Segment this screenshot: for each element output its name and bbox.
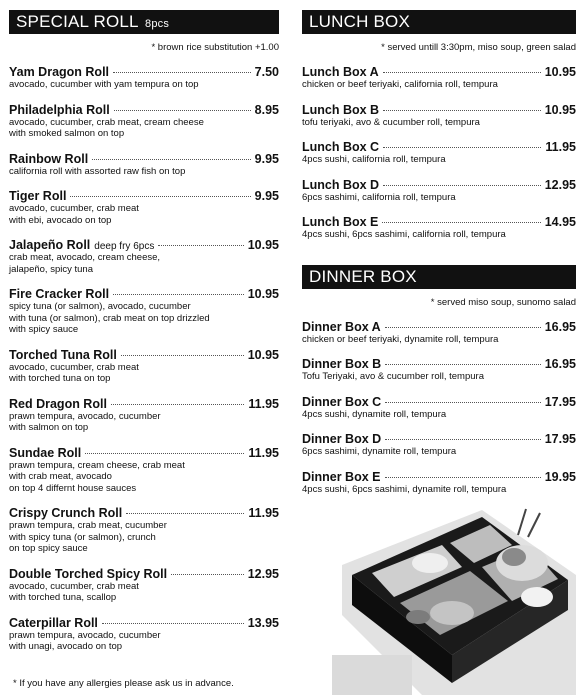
dinner-box-title: DINNER BOX bbox=[309, 266, 417, 286]
menu-item-description: with torched tuna on top bbox=[9, 373, 111, 384]
menu-item-fire-cracker-roll bbox=[9, 287, 279, 336]
menu-item-name: Fire Cracker Roll bbox=[9, 287, 110, 301]
menu-item-name: Jalapeño Roll bbox=[9, 238, 91, 252]
menu-item-description: california roll with assorted raw fish on top bbox=[9, 165, 186, 177]
menu-item-description: with salmon on top bbox=[9, 422, 89, 433]
menu-item-row bbox=[9, 152, 279, 166]
dot-leader bbox=[70, 196, 250, 197]
menu-item-lunch-box-a bbox=[302, 65, 576, 91]
dinner-box-note: * served miso soup, sunomo salad bbox=[430, 296, 576, 308]
menu-item-dinner-box-e bbox=[302, 470, 576, 496]
menu-item-description: prawn tempura, avocado, cucumber bbox=[9, 410, 161, 422]
dot-leader bbox=[383, 147, 541, 148]
menu-item-description: 4pcs sushi, 6pcs sashimi, dynamite roll, tempura bbox=[302, 483, 507, 495]
menu-item-price: 10.95 bbox=[544, 102, 576, 117]
dot-leader bbox=[111, 404, 244, 405]
menu-item-name: Philadelphia Roll bbox=[9, 102, 110, 117]
dot-leader bbox=[385, 477, 541, 478]
menu-item-row bbox=[302, 103, 576, 117]
menu-item-double-torched-spicy-roll bbox=[9, 567, 279, 604]
menu-item-dinner-box-c bbox=[302, 395, 576, 421]
special-roll-list bbox=[9, 65, 279, 653]
menu-item-price: 9.95 bbox=[254, 151, 279, 166]
dot-leader bbox=[383, 72, 541, 73]
menu-item-row bbox=[302, 178, 576, 192]
menu-item-row bbox=[302, 357, 576, 371]
menu-item-description: jalapeño, spicy tuna bbox=[9, 263, 93, 275]
menu-item-description: with tuna (or salmon), crab meat on top drizzled bbox=[9, 312, 210, 324]
dot-leader bbox=[85, 453, 244, 454]
dot-leader bbox=[383, 110, 541, 111]
dot-leader bbox=[385, 402, 541, 403]
menu-item-row bbox=[9, 506, 279, 520]
menu-item-price: 7.50 bbox=[254, 65, 279, 79]
menu-item-price: 11.95 bbox=[248, 506, 279, 520]
menu-item-name: Dinner Box B bbox=[302, 357, 382, 371]
menu-item-description: prawn tempura, avocado, cucumber bbox=[9, 629, 161, 641]
menu-item-crispy-crunch-roll bbox=[9, 506, 279, 555]
menu-item-row bbox=[302, 432, 576, 446]
menu-item-row bbox=[9, 65, 279, 79]
menu-item-description: chicken or beef teriyaki, dynamite roll, tempura bbox=[302, 333, 499, 345]
lunch-box-header bbox=[302, 10, 576, 34]
dinner-box-list bbox=[302, 320, 576, 496]
menu-item-caterpillar-roll bbox=[9, 616, 279, 653]
menu-item-row bbox=[9, 287, 279, 301]
lunch-box-title: LUNCH BOX bbox=[309, 12, 410, 31]
menu-item-row bbox=[302, 65, 576, 79]
menu-item-price: 10.95 bbox=[247, 287, 279, 301]
menu-item-description: on top 4 differnt house sauces bbox=[9, 482, 137, 494]
menu-item-price: 11.95 bbox=[248, 445, 279, 460]
menu-item-name: Tiger Roll bbox=[9, 189, 67, 203]
menu-item-price: 17.95 bbox=[544, 394, 576, 409]
dot-leader bbox=[385, 327, 541, 328]
menu-item-name: Dinner Box E bbox=[302, 469, 381, 484]
menu-item-description: avocado, cucumber, crab meat bbox=[9, 203, 139, 214]
menu-item-name: Torched Tuna Roll bbox=[9, 347, 117, 362]
menu-item-description: avocado, cucumber, crab meat bbox=[9, 580, 139, 592]
menu-item-dinner-box-d bbox=[302, 432, 576, 458]
menu-item-price: 9.95 bbox=[254, 189, 279, 203]
menu-item-name: Dinner Box D bbox=[302, 432, 382, 446]
menu-item-name: Dinner Box A bbox=[302, 319, 381, 334]
menu-item-description: 6pcs sashimi, dynamite roll, tempura bbox=[302, 446, 457, 457]
menu-item-lunch-box-d bbox=[302, 178, 576, 204]
menu-item-price: 19.95 bbox=[544, 469, 576, 484]
menu-item-description: with smoked salmon on top bbox=[9, 128, 125, 139]
allergy-footnote: * If you have any allergies please ask us in advance. bbox=[13, 678, 234, 689]
menu-item-red-dragon-roll bbox=[9, 397, 279, 434]
menu-item-price: 14.95 bbox=[544, 215, 576, 229]
menu-item-name: Rainbow Roll bbox=[9, 151, 89, 166]
menu-item-price: 12.95 bbox=[544, 177, 576, 192]
menu-item-dinner-box-a bbox=[302, 320, 576, 346]
menu-item-description: chicken or beef teriyaki, california roll, tempura bbox=[302, 79, 498, 90]
menu-item-name: Crispy Crunch Roll bbox=[9, 506, 123, 520]
menu-item-lunch-box-e bbox=[302, 215, 576, 241]
box-sections bbox=[302, 10, 576, 495]
menu-item-rainbow-roll bbox=[9, 152, 279, 178]
lunch-box-list bbox=[302, 65, 576, 241]
menu-item-row bbox=[9, 397, 279, 411]
menu-item-description: 4pcs sushi, california roll, tempura bbox=[302, 154, 446, 165]
menu-item-name: Double Torched Spicy Roll bbox=[9, 566, 168, 581]
menu-item-row bbox=[9, 616, 279, 630]
menu-item-price: 11.95 bbox=[248, 396, 279, 411]
menu-item-row bbox=[302, 320, 576, 334]
dot-leader bbox=[113, 72, 251, 73]
dot-leader bbox=[158, 245, 243, 246]
menu-item-row bbox=[9, 238, 279, 252]
menu-item-description: 6pcs sashimi, california roll, tempura bbox=[302, 191, 456, 203]
dot-leader bbox=[113, 294, 244, 295]
menu-item-row bbox=[9, 567, 279, 581]
menu-item-description: crab meat, avocado, cream cheese, bbox=[9, 252, 161, 263]
menu-item-name: Lunch Box D bbox=[302, 177, 380, 192]
menu-item-tiger-roll bbox=[9, 189, 279, 226]
menu-item-price: 8.95 bbox=[254, 102, 279, 117]
menu-item-sundae-roll bbox=[9, 446, 279, 495]
menu-item-description: avocado, cucumber, crab meat bbox=[9, 361, 139, 373]
menu-item-jalape-o-roll bbox=[9, 238, 279, 275]
bento-box-photo-icon bbox=[332, 505, 576, 695]
special-roll-title-small: 8pcs bbox=[145, 18, 170, 30]
dot-leader bbox=[92, 159, 250, 160]
dot-leader bbox=[385, 439, 541, 440]
special-roll-title: SPECIAL ROLL bbox=[16, 12, 139, 31]
menu-item-description: with ebi, avocado on top bbox=[9, 214, 112, 226]
menu-item-price: 17.95 bbox=[544, 432, 576, 446]
menu-item-description: with spicy sauce bbox=[9, 324, 79, 335]
menu-item-name: Red Dragon Roll bbox=[9, 396, 107, 411]
menu-item-name: Lunch Box C bbox=[302, 140, 380, 154]
menu-item-price: 12.95 bbox=[247, 566, 279, 581]
dot-leader bbox=[102, 623, 244, 624]
dinner-box-section bbox=[302, 265, 576, 496]
menu-item-lunch-box-c bbox=[302, 140, 576, 166]
menu-item-description: with spicy tuna (or salmon), crunch bbox=[9, 531, 156, 543]
menu-item-name: Caterpillar Roll bbox=[9, 615, 98, 630]
dot-leader bbox=[385, 364, 541, 365]
menu-item-dinner-box-b bbox=[302, 357, 576, 383]
menu-item-description: Tofu Teriyaki, avo & cucumber roll, tempura bbox=[302, 371, 484, 382]
menu-item-description: on top spicy sauce bbox=[9, 543, 88, 554]
dot-leader bbox=[383, 185, 541, 186]
menu-item-description: with unagi, avocado on top bbox=[9, 641, 123, 652]
menu-item-description: 4pcs sushi, 6pcs sashimi, california roll, tempura bbox=[302, 229, 506, 240]
menu-item-row bbox=[9, 348, 279, 362]
menu-item-philadelphia-roll bbox=[9, 103, 279, 140]
menu-item-description: 4pcs sushi, dynamite roll, tempura bbox=[302, 408, 447, 420]
menu-item-description: with crab meat, avocado bbox=[9, 471, 112, 482]
menu-item-torched-tuna-roll bbox=[9, 348, 279, 385]
special-roll-section bbox=[9, 10, 279, 653]
dot-leader bbox=[121, 355, 244, 356]
lunch-box-section bbox=[302, 10, 576, 241]
menu-item-description: prawn tempura, cream cheese, crab meat bbox=[9, 459, 185, 471]
menu-item-yam-dragon-roll bbox=[9, 65, 279, 91]
menu-item-name: Yam Dragon Roll bbox=[9, 65, 110, 79]
menu-item-description: spicy tuna (or salmon), avocado, cucumber bbox=[9, 301, 191, 312]
menu-item-description: avocado, cucumber with yam tempura on top bbox=[9, 79, 199, 90]
menu-item-price: 10.95 bbox=[544, 65, 576, 79]
special-roll-note: * brown rice substitution +1.00 bbox=[151, 42, 279, 53]
lunch-box-note: * served untill 3:30pm, miso soup, green salad bbox=[381, 42, 576, 53]
menu-item-row bbox=[9, 446, 279, 460]
menu-item-description: avocado, cucumber, crab meat, cream cheese bbox=[9, 116, 204, 128]
menu-item-price: 16.95 bbox=[544, 357, 576, 371]
menu-item-price: 10.95 bbox=[247, 238, 279, 252]
menu-item-description: tofu teriyaki, avo & cucumber roll, tempura bbox=[302, 116, 480, 128]
dot-leader bbox=[114, 110, 251, 111]
menu-item-name: Lunch Box B bbox=[302, 102, 380, 117]
menu-item-price: 16.95 bbox=[544, 319, 576, 334]
menu-item-description: prawn tempura, crab meat, cucumber bbox=[9, 520, 167, 531]
menu-item-row bbox=[302, 215, 576, 229]
menu-item-name-note: deep fry 6pcs bbox=[94, 241, 155, 252]
dot-leader bbox=[126, 513, 244, 514]
menu-item-name: Sundae Roll bbox=[9, 445, 82, 460]
dot-leader bbox=[171, 574, 244, 575]
menu-item-lunch-box-b bbox=[302, 103, 576, 129]
menu-item-price: 13.95 bbox=[247, 615, 279, 630]
menu-item-row bbox=[302, 395, 576, 409]
menu-item-row bbox=[302, 140, 576, 154]
menu-item-name: Dinner Box C bbox=[302, 394, 382, 409]
menu-item-row bbox=[9, 189, 279, 203]
menu-item-price: 10.95 bbox=[247, 347, 279, 362]
dinner-box-header bbox=[302, 265, 576, 289]
menu-item-name: Lunch Box E bbox=[302, 215, 379, 229]
menu-item-price: 11.95 bbox=[545, 140, 576, 154]
menu-item-row bbox=[302, 470, 576, 484]
menu-item-row bbox=[9, 103, 279, 117]
menu-item-description: with torched tuna, scallop bbox=[9, 592, 117, 603]
special-roll-header bbox=[9, 10, 279, 34]
dot-leader bbox=[382, 222, 540, 223]
menu-item-name: Lunch Box A bbox=[302, 65, 379, 79]
